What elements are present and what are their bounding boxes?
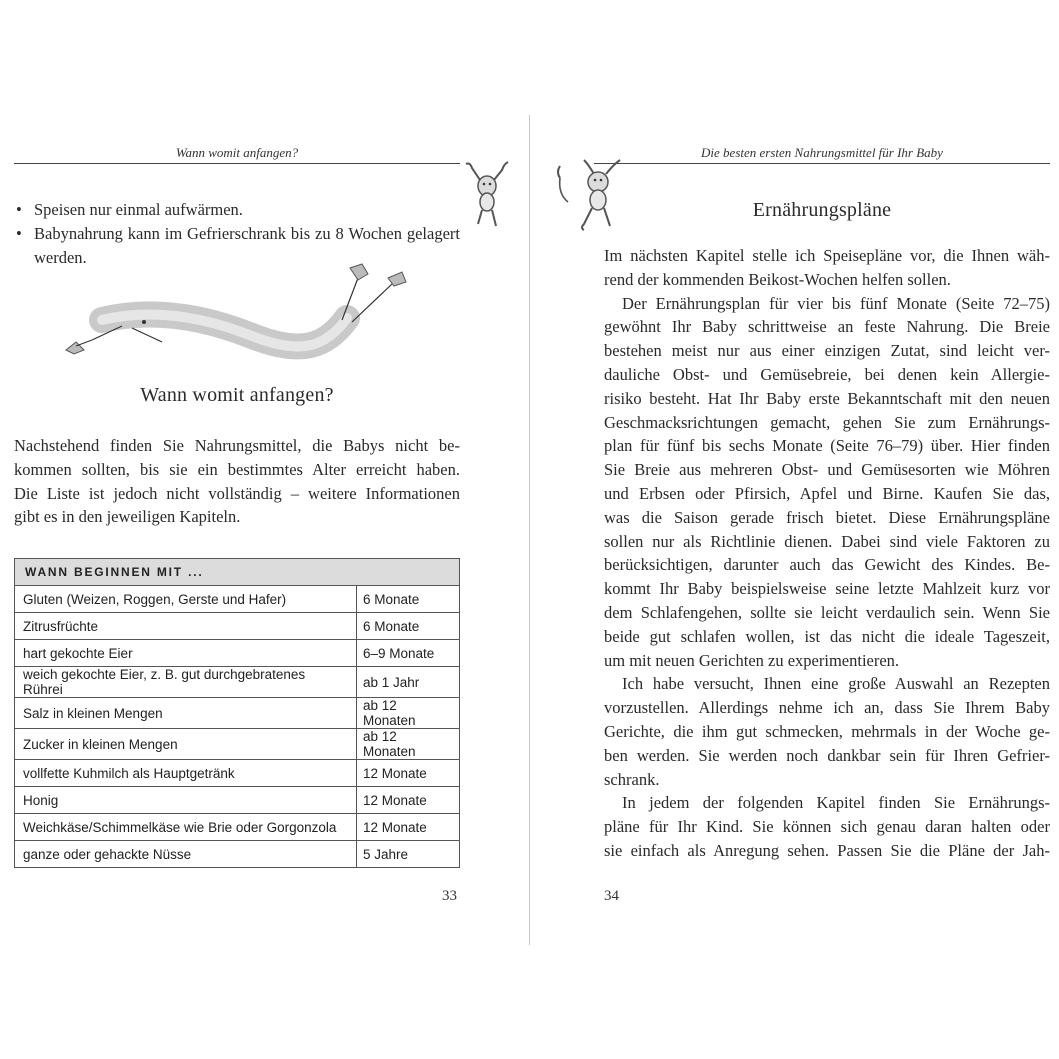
table-header: WANN BEGINNEN MIT ...	[15, 559, 460, 586]
food-cell: Weichkäse/Schimmelkäse wie Brie oder Gorgonzola	[15, 814, 357, 841]
tip-item: • Babynahrung kann im Gefrierschrank bis zu 8 Wochen gelagert werden.	[14, 222, 460, 270]
food-cell: Salz in kleinen Mengen	[15, 698, 357, 729]
text-line: plan für fünf bis sechs Monate (Seite 76–79) über. Hier finden	[604, 436, 1050, 456]
text-line: Nachstehend finden Sie Nahrungsmittel, die Babys nicht be-	[14, 436, 460, 455]
running-head: Die besten ersten Nahrungsmittel für Ihr Baby	[701, 145, 943, 160]
text-line: vorzustellen. Allerdings nehme ich an, dass Sie Ihrem Baby	[604, 698, 1050, 718]
text-line: Im nächsten Kapitel stelle ich Speisepläne vor, die Ihnen wäh-	[604, 246, 1050, 265]
table-row	[15, 586, 460, 613]
food-cell: Zucker in kleinen Mengen	[15, 729, 357, 760]
text-line: kommen sollten, bis sie ein bestimmtes Alter erreicht haben.	[14, 459, 460, 479]
table-body	[15, 586, 460, 868]
text-line: Sie Breie aus mehreren Obst- und Gemüsesorten wie Möhren	[604, 460, 1050, 480]
header-rule	[594, 163, 1050, 164]
right-page	[530, 0, 1059, 1059]
hanging-monkey-icon	[460, 160, 514, 230]
food-cell: Gluten (Weizen, Roggen, Gerste und Hafer)	[15, 586, 357, 613]
age-cell: ab 12 Monaten	[357, 698, 460, 729]
header-rule	[14, 163, 460, 164]
text-line: Die Liste ist jedoch nicht vollständig – weitere Informationen	[14, 483, 460, 503]
intro-paragraph	[14, 434, 460, 529]
text-line: dauliche Obst- und Gemüsebreie, bei denen kein Allergie-	[604, 364, 1050, 384]
table-row	[15, 841, 460, 868]
text-line: was die Saison gerade frisch bietet. Diese Ernährungspläne	[604, 507, 1050, 527]
text-line: und Erbsen oder Pfirsich, Apfel und Birne. Kaufen Sie das,	[604, 483, 1050, 503]
text-line: sollen nur als Richtlinie dienen. Dabei sind viele Faktoren zu	[604, 531, 1050, 551]
text-line: schrank.	[604, 769, 660, 789]
text-line: sie einfach als Anregung sehen. Passen Sie die Pläne der Jah-	[604, 840, 1050, 860]
text-line: berücksichtigen, darunter auch das Gewicht des Kindes. Be-	[604, 555, 1050, 575]
text-line: Geschmacksrichtungen gemacht, gehen Sie zum Ernährungs-	[604, 412, 1050, 432]
section-title: Ernährungspläne	[752, 199, 892, 221]
page-number: 33	[442, 888, 457, 904]
table-header-row	[15, 559, 460, 586]
age-cell: ab 12 Monaten	[357, 729, 460, 760]
section-title: Wann womit anfangen?	[140, 384, 334, 406]
text-line: risiko besteht. Hat Ihr Baby erste Bekanntschaft mit den neuen	[604, 388, 1050, 408]
text-line: Der Ernährungsplan für vier bis fünf Monate (Seite 72–75)	[622, 293, 1050, 313]
age-cell: 12 Monate	[357, 760, 460, 787]
text-line: beide gut schlafen wollen, ist das nicht die ideale Tageszeit,	[604, 626, 1050, 646]
food-cell: weich gekochte Eier, z. B. gut durchgebratenes Rührei	[15, 667, 357, 698]
age-cell: 6–9 Monate	[357, 640, 460, 667]
text-line: In jedem der folgenden Kapitel finden Sie Ernährungs-	[622, 793, 1050, 813]
running-head: Wann womit anfangen?	[175, 145, 299, 160]
tip-item: • Speisen nur einmal aufwärmen.	[14, 198, 460, 222]
table-row	[15, 729, 460, 760]
food-cell: vollfette Kuhmilch als Hauptgetränk	[15, 760, 357, 787]
text-line: ben werden. Sie werden noch dankbar sein für Ihren Gefrier-	[604, 745, 1050, 765]
food-cell: Honig	[15, 787, 357, 814]
age-cell: 12 Monate	[357, 814, 460, 841]
table-row	[15, 698, 460, 729]
text-line: Gerichte, die ihm gut schmecken, mehrmals in der Woche ge-	[604, 721, 1050, 741]
text-line: dem Schlafengehen, sollte sie leicht verdaulich sein. Wenn Sie	[604, 602, 1050, 622]
age-cell: 6 Monate	[357, 613, 460, 640]
text-line: kommt Ihr Baby beispielsweise seine letzte Mahlzeit kurz vor	[604, 579, 1050, 599]
food-cell: ganze oder gehackte Nüsse	[15, 841, 357, 868]
table-row	[15, 613, 460, 640]
table-row	[15, 667, 460, 698]
table-row	[15, 787, 460, 814]
food-cell: Zitrusfrüchte	[15, 613, 357, 640]
text-line: bestehen meist nur aus einer einzigen Zutat, sind leicht ver-	[604, 341, 1050, 361]
age-cell: ab 1 Jahr	[357, 667, 460, 698]
table-row	[15, 640, 460, 667]
text-line: um mit neuen Gerichten zu experimentieren.	[604, 650, 900, 670]
age-cell: 5 Jahre	[357, 841, 460, 868]
table-row	[15, 760, 460, 787]
food-cell: hart gekochte Eier	[15, 640, 357, 667]
age-cell: 6 Monate	[357, 586, 460, 613]
text-line: gewöhnt Ihr Baby schrittweise an feste Nahrung. Die Breie	[604, 317, 1050, 337]
table-row	[15, 814, 460, 841]
age-cell: 12 Monate	[357, 787, 460, 814]
age-table	[14, 558, 460, 868]
page-number: 34	[604, 888, 619, 904]
worm-illustration	[62, 258, 422, 368]
text-line: pläne für Ihr Kind. Sie können sich genau daran halten oder	[604, 817, 1050, 837]
body-text	[604, 244, 1050, 863]
text-line: rend der kommenden Beikost-Wochen helfen sollen.	[604, 269, 951, 289]
text-line: gibt es in den jeweiligen Kapiteln.	[14, 507, 241, 527]
text-line: Ich habe versucht, Ihnen eine große Auswahl an Rezepten	[622, 674, 1050, 694]
